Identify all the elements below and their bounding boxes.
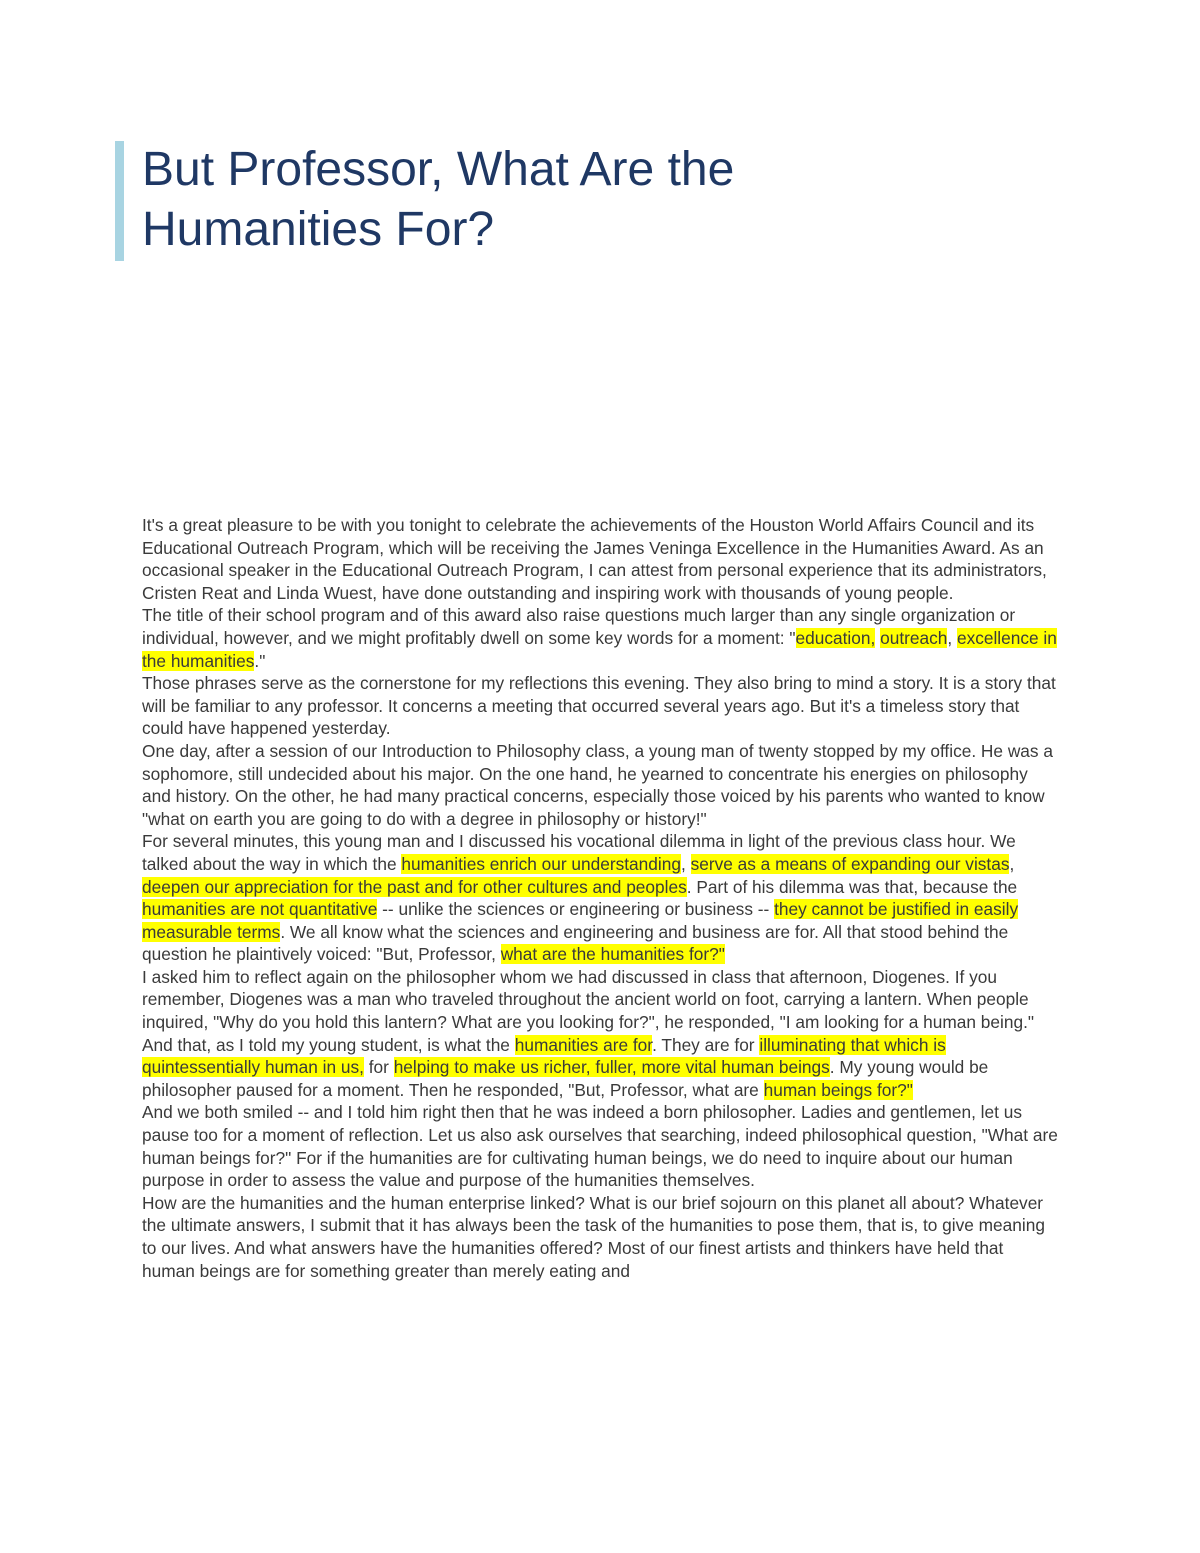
body-paragraph (142, 830, 1060, 966)
body-paragraph (142, 604, 1060, 672)
body-paragraph (142, 514, 1060, 604)
paragraph-text: for (363, 1057, 394, 1078)
body-paragraph (142, 740, 1060, 830)
paragraph-text: And we both smiled -- and I told him right then that he was indeed a born philosopher. Ladies and gentlemen, let us pause too for a moment of reflection. Let us also ask ourselves that searching, indeed philosophical question, "What are human beings for?" For if the humanities are for cultivating human beings, we do need to inquire about our human purpose in order to assess the value and purpose of the humanities themselves. (142, 1102, 1058, 1191)
highlighted-text: education, (795, 627, 876, 648)
paragraph-text: One day, after a session of our Introduction to Philosophy class, a young man of twenty stopped by my office. He was a sophomore, still undecided about his major. On the one hand, he yearned to concentrate his energies on philosophy and history. On the other, he had many practical concerns, especially those voiced by his parents who wanted to know "what on earth you are going to do with a degree in philosophy or history!" (142, 740, 1053, 829)
paragraph-text: , (680, 853, 691, 874)
highlighted-text: helping to make us richer, fuller, more vital human beings (393, 1057, 830, 1078)
highlighted-text: outreach (880, 627, 948, 648)
paragraph-text: For several minutes, this young man and I discussed his vocational dilemma in light of the previous class hour. We talked about the way in which the (142, 831, 1016, 874)
paragraph-text: . They are for (652, 1034, 760, 1055)
paragraph-text: I asked him to reflect again on the philosopher whom we had discussed in class that afternoon, Diogenes. If you remember, Diogenes was a man who traveled throughout the ancient world on foot, carrying a lantern. When people inquired, "Why do you hold this lantern? What are you looking for?", he responded, "I am looking for a human being." And that, as I told my young student, is what the (142, 966, 1035, 1055)
highlighted-text: deepen our appreciation for the past and for other cultures and peoples (142, 876, 687, 897)
highlighted-text: they cannot be justified in easily measurable terms (142, 899, 1019, 942)
paragraph-text: Those phrases serve as the cornerstone for my reflections this evening. They also bring to mind a story. It is a story that will be familiar to any professor. It concerns a meeting that occurred several years ago. But it's a timeless story that could have happened yesterday. (142, 673, 1056, 739)
paragraph-text: . Part of his dilemma was that, because the (686, 876, 1018, 897)
body-paragraph (142, 672, 1060, 740)
document-body (142, 514, 1060, 1282)
document-title (142, 140, 1042, 260)
body-paragraph (142, 1192, 1060, 1282)
title-line-2: Humanities For? (142, 203, 495, 256)
highlighted-text: humanities are not quantitative (142, 899, 378, 920)
paragraph-text: , (1009, 853, 1015, 874)
paragraph-text: . We all know what the sciences and engineering and business are for. All that stood behind the question he plaintively voiced: "But, Professor, (142, 921, 1009, 965)
paragraph-text: , (947, 627, 957, 648)
highlighted-text: serve as a means of expanding our vistas (690, 853, 1010, 874)
highlighted-text: excellence in the humanities (142, 627, 1057, 671)
body-paragraph (142, 966, 1060, 1102)
paragraph-text: -- unlike the sciences or engineering or business -- (377, 899, 775, 920)
paragraph-text: ." (254, 650, 266, 671)
body-paragraph (142, 1101, 1060, 1191)
paragraph-text: The title of their school program and of this award also raise questions much larger than any single organization or individual, however, and we might profitably dwell on some key words for a moment: " (142, 605, 1016, 648)
paragraph-text: How are the humanities and the human enterprise linked? What is our brief sojourn on this planet all about? Whatever the ultimate answers, I submit that it has always been the task of the humanities to pose them, that is, to give meaning to our lives. And what answers have the humanities offered? Most of our finest artists and thinkers have held that human beings are for something greater than merely eating and (142, 1192, 1045, 1281)
paragraph-text: . My young would be philosopher paused for a moment. Then he responded, "But, Professor, what are (142, 1057, 989, 1100)
title-accent-bar (115, 141, 124, 261)
highlighted-text: human beings for?" (763, 1079, 913, 1100)
highlighted-text: illuminating that which is quintessentially human in us, (142, 1034, 946, 1078)
highlighted-text: what are the humanities for?" (500, 944, 725, 965)
paragraph-text: It's a great pleasure to be with you tonight to celebrate the achievements of the Houston World Affairs Council and its Educational Outreach Program, which will be receiving the James Veninga Excellence in the Humanities Award. As an occasional speaker in the Educational Outreach Program, I can attest from personal experience that its administrators, Cristen Reat and Linda Wuest, have done outstanding and inspiring work with thousands of young people. (142, 515, 1047, 603)
title-line-1: But Professor, What Are the (142, 143, 735, 196)
highlighted-text: humanities are for (514, 1034, 653, 1055)
highlighted-text: humanities enrich our understanding (401, 853, 681, 874)
